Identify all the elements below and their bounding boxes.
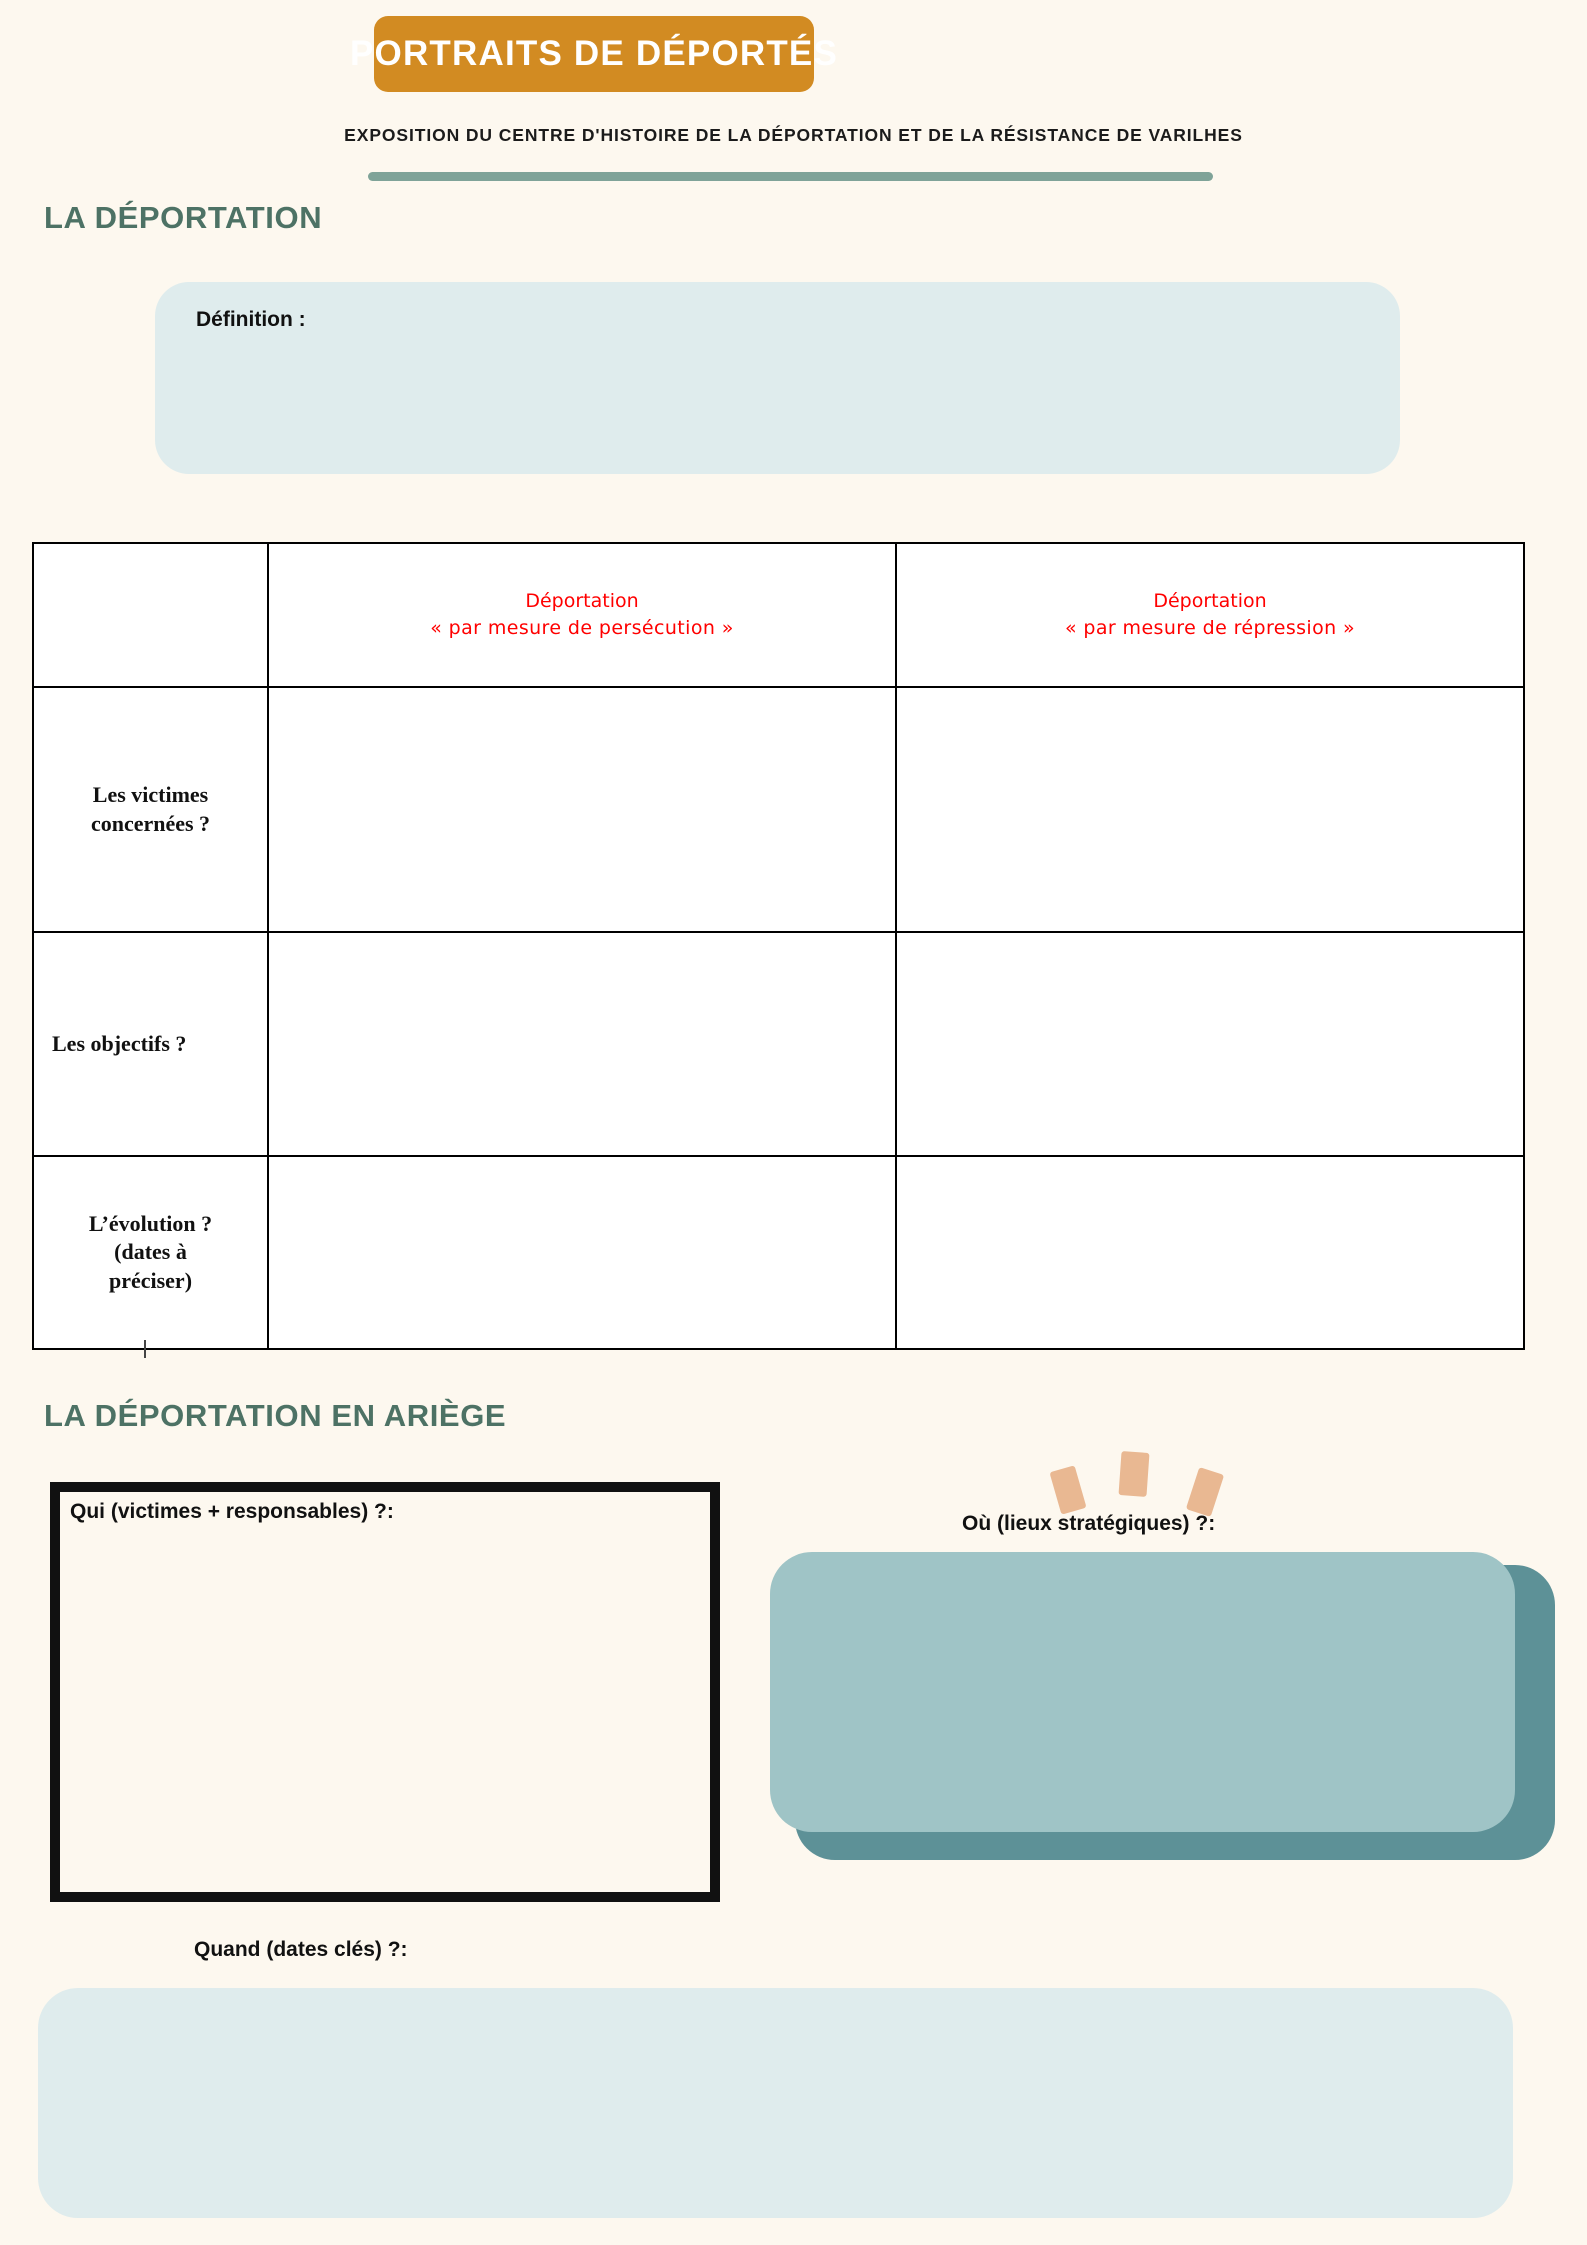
cell-evolution-repression[interactable] — [896, 1156, 1524, 1349]
page-title: PORTRAITS DE DÉPORTÉS — [349, 34, 839, 73]
row-label-line3: préciser) — [108, 1267, 193, 1293]
section-heading-ariege: LA DÉPORTATION EN ARIÈGE — [44, 1398, 507, 1433]
row-label-victimes — [33, 687, 268, 932]
row-label-line1: Les victimes — [92, 782, 209, 808]
ou-label: Où (lieux stratégiques) ?: — [962, 1512, 1216, 1535]
quand-label: Quand (dates clés) ?: — [194, 1938, 408, 1961]
table-row — [33, 687, 1524, 932]
cell-evolution-persecution[interactable] — [268, 1156, 896, 1349]
table-header-row — [33, 543, 1524, 687]
row-label-line1: L’évolution ? — [88, 1210, 213, 1236]
confetti-shape-icon — [1186, 1467, 1224, 1517]
comparison-table — [32, 542, 1524, 1350]
table-tick-mark — [144, 1340, 146, 1358]
confetti-shape-icon — [1118, 1451, 1149, 1497]
row-label-objectifs — [33, 932, 268, 1156]
exhibition-subtitle: EXPOSITION DU CENTRE D'HISTOIRE DE LA DÉPORTATION ET DE LA RÉSISTANCE DE VARILHES — [344, 125, 1243, 145]
table-column-header-repression — [896, 543, 1524, 687]
definition-label: Définition : — [196, 308, 306, 331]
table-row — [33, 932, 1524, 1156]
column-header-line1: Déportation — [1153, 589, 1267, 612]
ou-answer-box[interactable] — [770, 1552, 1515, 1832]
table-column-header-persecution — [268, 543, 896, 687]
cell-victimes-repression[interactable] — [896, 687, 1524, 932]
row-label-line2: (dates à — [114, 1239, 187, 1265]
row-label-line2: concernées ? — [90, 810, 211, 836]
column-header-line2: « par mesure de persécution » — [430, 617, 734, 640]
column-header-line2: « par mesure de répression » — [1064, 617, 1356, 640]
definition-answer-box[interactable] — [155, 282, 1400, 474]
cell-objectifs-persecution[interactable] — [268, 932, 896, 1156]
confetti-shape-icon — [1049, 1465, 1086, 1514]
title-banner — [349, 16, 839, 92]
cell-objectifs-repression[interactable] — [896, 932, 1524, 1156]
row-label-line1: Les objectifs ? — [52, 1031, 187, 1057]
table-corner-cell — [33, 543, 268, 687]
table-row — [33, 1156, 1524, 1349]
header-divider — [368, 172, 1213, 181]
quand-answer-box[interactable] — [38, 1988, 1513, 2218]
column-header-line1: Déportation — [525, 589, 639, 612]
qui-label: Qui (victimes + responsables) ?: — [70, 1500, 394, 1523]
section-heading-deportation: LA DÉPORTATION — [44, 200, 323, 235]
cell-victimes-persecution[interactable] — [268, 687, 896, 932]
row-label-evolution — [33, 1156, 268, 1349]
qui-answer-box[interactable] — [50, 1482, 720, 1902]
